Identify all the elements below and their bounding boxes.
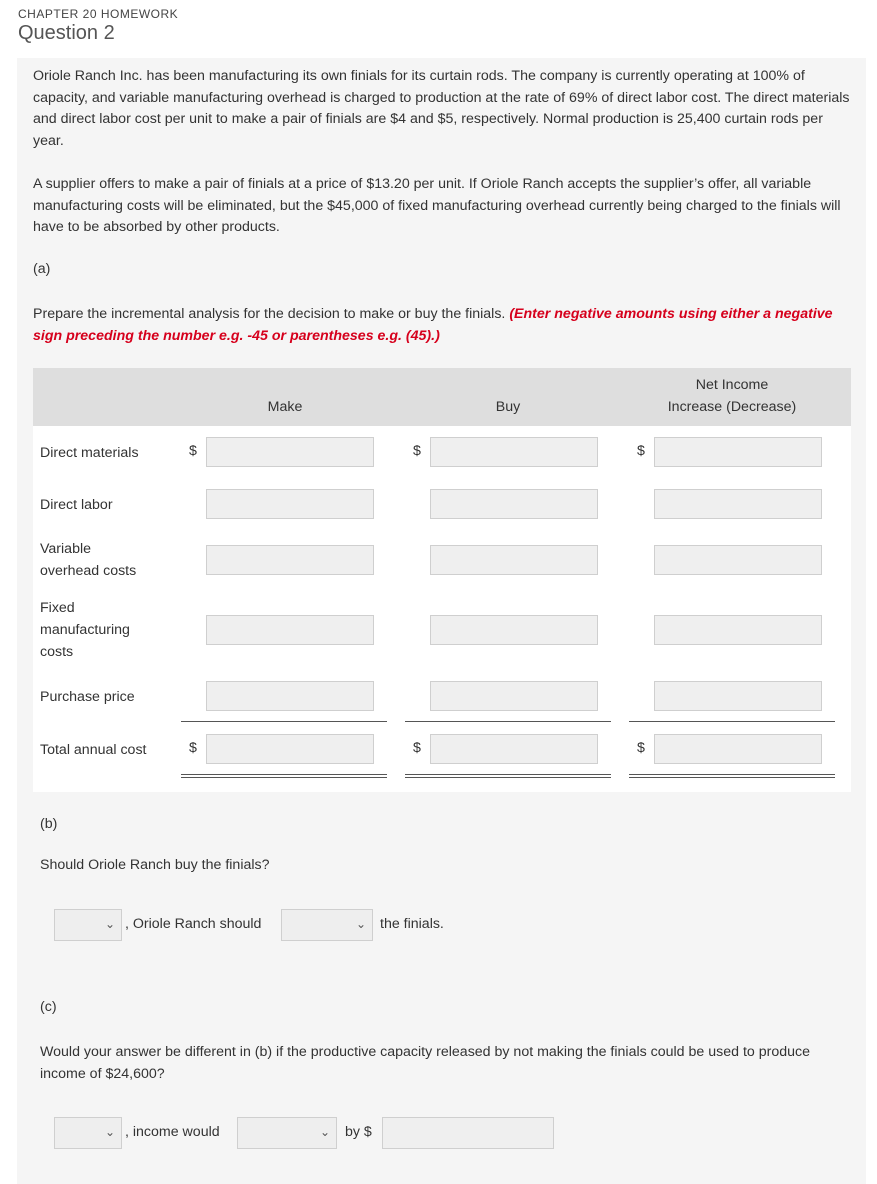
instruction-text: Prepare the incremental analysis for the decision to make or buy the finials. — [33, 306, 506, 322]
input-direct-labor-net[interactable] — [654, 489, 822, 519]
instruction-note: (Enter negative amounts using either a negative sign preceding the number e.g. -45 or parentheses e.g. (45).) — [33, 306, 833, 344]
total-double-rule-make — [181, 774, 387, 778]
row-label-total: Total annual cost — [40, 742, 147, 758]
input-variable-overhead-net[interactable] — [654, 545, 822, 575]
part-c-mid-text: , income would — [125, 1124, 220, 1140]
row-label-variable-overhead-1: Variable — [40, 541, 91, 557]
col-header-buy: Buy — [495, 399, 521, 415]
row-label-direct-labor: Direct labor — [40, 497, 113, 513]
part-c-question: Would your answer be different in (b) if the productive capacity released by not making the finials could be used to produce income of $24,600? — [40, 1044, 810, 1082]
part-b-question: Should Oriole Ranch buy the finials? — [40, 857, 270, 873]
input-purchase-price-net[interactable] — [654, 681, 822, 711]
row-label-fixed-mfg-1: Fixed — [40, 600, 75, 616]
part-b-label: (b) — [40, 816, 58, 832]
input-direct-materials-buy[interactable] — [430, 437, 598, 467]
problem-paragraph-2: A supplier offers to make a pair of finials at a price of $13.20 per unit. If Oriole Ranch accepts the supplier’s offer, all variable manufacturing costs will be eliminated, but the $45,000 of fixed manufacturing overhead currently being charged to the finials will have to be absorbed by other products. — [33, 176, 841, 235]
chevron-down-icon: ⌄ — [104, 1125, 115, 1139]
part-c-by-text: by $ — [345, 1124, 372, 1140]
input-direct-labor-buy[interactable] — [430, 489, 598, 519]
col-header-make: Make — [267, 399, 303, 415]
total-double-rule-net — [629, 774, 835, 778]
input-purchase-price-buy[interactable] — [430, 681, 598, 711]
subtotal-rule-buy — [405, 721, 611, 722]
row-label-purchase-price: Purchase price — [40, 689, 135, 705]
part-c-select-2[interactable] — [237, 1117, 337, 1149]
part-a-instruction — [33, 304, 855, 347]
chevron-down-icon: ⌄ — [355, 917, 366, 931]
chapter-label: CHAPTER 20 HOMEWORK — [18, 7, 179, 21]
input-total-net[interactable] — [654, 734, 822, 764]
part-a-label: (a) — [33, 261, 51, 277]
total-double-rule-buy — [405, 774, 611, 778]
input-total-make[interactable] — [206, 734, 374, 764]
input-variable-overhead-make[interactable] — [206, 545, 374, 575]
subtotal-rule-net — [629, 721, 835, 722]
subtotal-rule-make — [181, 721, 387, 722]
row-label-fixed-mfg-3: costs — [40, 644, 74, 660]
currency-total-net: $ — [637, 740, 645, 756]
input-direct-materials-make[interactable] — [206, 437, 374, 467]
col-header-net-line1: Net Income — [695, 377, 769, 393]
input-direct-materials-net[interactable] — [654, 437, 822, 467]
currency-buy: $ — [413, 443, 421, 459]
input-fixed-mfg-buy[interactable] — [430, 615, 598, 645]
input-total-buy[interactable] — [430, 734, 598, 764]
part-c-amount-input[interactable] — [382, 1117, 554, 1149]
part-b-select-1[interactable] — [54, 909, 122, 941]
currency-make: $ — [189, 443, 197, 459]
row-label-fixed-mfg-2: manufacturing — [40, 622, 130, 638]
input-fixed-mfg-net[interactable] — [654, 615, 822, 645]
question-title: Question 2 — [18, 22, 115, 44]
currency-net: $ — [637, 443, 645, 459]
input-fixed-mfg-make[interactable] — [206, 615, 374, 645]
col-header-net-line2: Increase (Decrease) — [667, 399, 797, 415]
row-label-variable-overhead-2: overhead costs — [40, 563, 137, 579]
part-b-end-text: the finials. — [380, 916, 444, 932]
row-label-direct-materials: Direct materials — [40, 445, 139, 461]
input-variable-overhead-buy[interactable] — [430, 545, 598, 575]
currency-total-buy: $ — [413, 740, 421, 756]
input-purchase-price-make[interactable] — [206, 681, 374, 711]
input-direct-labor-make[interactable] — [206, 489, 374, 519]
part-b-select-2[interactable] — [281, 909, 373, 941]
part-c-select-1[interactable] — [54, 1117, 122, 1149]
chevron-down-icon: ⌄ — [104, 917, 115, 931]
problem-paragraph-1: Oriole Ranch Inc. has been manufacturing its own finials for its curtain rods. The company is currently operating at 100% of capacity, and variable manufacturing overhead is charged to production at the rate of 69% of direct labor cost. The direct materials and direct labor cost per unit to make a pair of finials are $4 and $5, respectively. Normal production is 25,400 curtain rods per year. — [33, 68, 850, 149]
part-b-mid-text: , Oriole Ranch should — [125, 916, 262, 932]
chevron-down-icon: ⌄ — [319, 1125, 330, 1139]
currency-total-make: $ — [189, 740, 197, 756]
part-c-label: (c) — [40, 999, 57, 1015]
